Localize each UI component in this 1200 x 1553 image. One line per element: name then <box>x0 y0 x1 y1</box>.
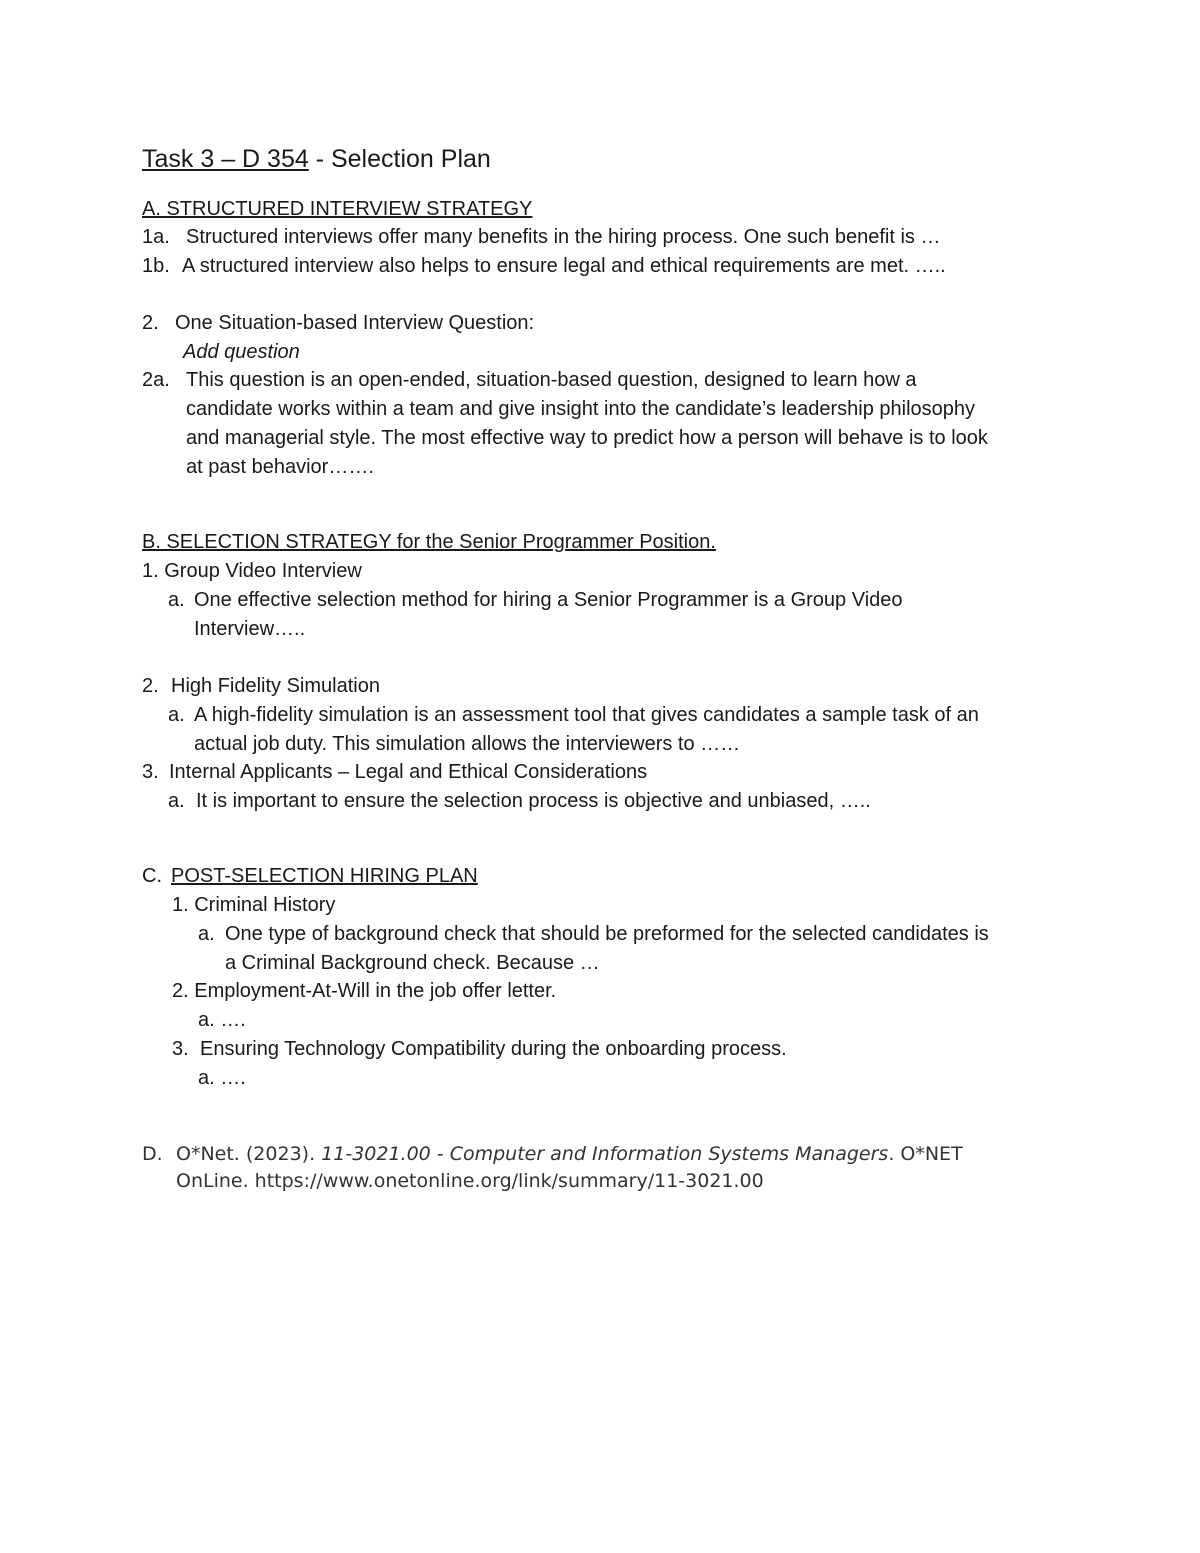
section-b-item-2a-line-2: actual job duty. This simulation allows the interviewers to …… <box>194 733 741 755</box>
section-c-item-1: 1. Criminal History <box>172 894 336 916</box>
reference-author-year: O*Net. (2023). <box>176 1143 322 1165</box>
section-b-item-1a-line-1: One effective selection method for hiring a Senior Programmer is a Group Video <box>194 589 903 611</box>
item-marker: 3. <box>172 1038 189 1060</box>
item-text: One Situation-based Interview Question: <box>175 312 535 334</box>
section-c-heading <box>142 862 478 891</box>
reference-publisher: . O*NET <box>888 1143 963 1165</box>
page-title-rest: - Selection Plan <box>308 145 491 173</box>
item-marker: 1a. <box>142 226 170 248</box>
section-b-item-3a <box>168 787 871 816</box>
item-marker: a. <box>168 790 185 812</box>
page-title <box>142 143 491 175</box>
section-b-item-1: 1. Group Video Interview <box>142 560 362 582</box>
section-c-item-1a-line-2: a Criminal Background check. Because … <box>225 952 600 974</box>
item-text: High Fidelity Simulation <box>171 675 380 697</box>
section-d-reference-line-2: OnLine. https://www.onetonline.org/link/summary/11-3021.00 <box>176 1170 764 1192</box>
section-d-marker: D. <box>142 1143 163 1165</box>
item-text: Ensuring Technology Compatibility during the onboarding process. <box>200 1038 787 1060</box>
section-c-title: POST-SELECTION HIRING PLAN <box>171 865 478 887</box>
page-title-task: Task 3 – D 354 <box>142 145 309 173</box>
item-marker: 3. <box>142 761 159 783</box>
section-b-item-2a-line-1: A high-fidelity simulation is an assessment tool that gives candidates a sample task of an <box>194 704 979 726</box>
section-a-item-2a-line-3: and managerial style. The most effective way to predict how a person will behave is to look <box>186 427 988 449</box>
section-a-question-placeholder: Add question <box>183 341 300 363</box>
section-a-heading: A. STRUCTURED INTERVIEW STRATEGY <box>142 198 533 220</box>
section-c-item-3 <box>172 1035 787 1064</box>
section-a-item-1b <box>142 252 946 281</box>
item-marker: 1b. <box>142 255 170 277</box>
section-a-item-2a-line-2: candidate works within a team and give insight into the candidate’s leadership philosophy <box>186 398 976 420</box>
section-a-item-1a <box>142 223 940 252</box>
section-c-item-2: 2. Employment-At-Will in the job offer letter. <box>172 980 557 1002</box>
section-c-item-3a: a. …. <box>198 1067 246 1089</box>
section-c-item-1a-line-1: One type of background check that should be preformed for the selected candidates is <box>225 923 989 945</box>
item-text: Structured interviews offer many benefits in the hiring process. One such benefit is … <box>186 226 941 248</box>
section-d-reference-line-1 <box>176 1140 963 1169</box>
section-c-item-1a-marker: a. <box>198 923 215 945</box>
item-marker: 2. <box>142 675 159 697</box>
item-marker: 2. <box>142 312 159 334</box>
section-a-item-2a-line-1: This question is an open-ended, situation-based question, designed to learn how a <box>186 369 917 391</box>
section-b-item-1a-marker: a. <box>168 589 185 611</box>
section-b-heading: B. SELECTION STRATEGY for the Senior Programmer Position. <box>142 531 716 553</box>
section-a-item-2 <box>142 309 534 338</box>
reference-title: 11-3021.00 - Computer and Information Systems Managers <box>321 1143 889 1165</box>
section-b-item-2 <box>142 672 380 701</box>
section-marker: C. <box>142 865 162 887</box>
section-a-item-2a-marker: 2a. <box>142 369 170 391</box>
section-b-item-2a-marker: a. <box>168 704 185 726</box>
section-c-item-2a: a. …. <box>198 1009 246 1031</box>
item-text: Internal Applicants – Legal and Ethical Considerations <box>169 761 648 783</box>
section-b-item-1a-line-2: Interview….. <box>194 618 306 640</box>
section-b-item-3 <box>142 758 647 787</box>
item-text: It is important to ensure the selection process is objective and unbiased, ….. <box>196 790 871 812</box>
item-text: A structured interview also helps to ensure legal and ethical requirements are met. ….. <box>182 255 946 277</box>
section-a-item-2a-line-4: at past behavior……. <box>186 456 374 478</box>
